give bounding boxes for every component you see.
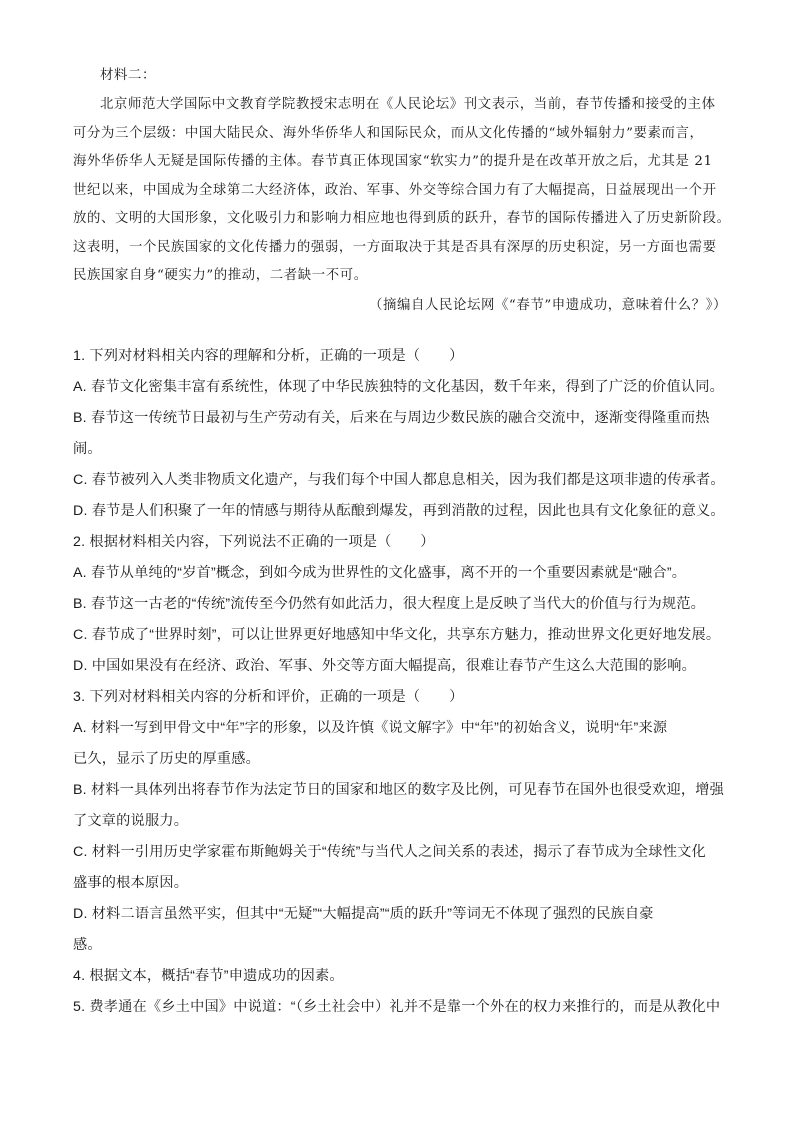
passage-line: 放的、文明的大国形象，文化吸引力和影响力相应地也得到质的跃升，春节的国际传播进入了历史新阶段。 — [73, 211, 731, 226]
question-1-option-d: D. 春节是人们积聚了一年的情感与期待从酝酿到爆发，再到消散的过程，因此也具有文化象征的意义。 — [73, 503, 725, 519]
question-2-option-b: B. 春节这一古老的“传统”流传至今仍然有如此活力，很大程度上是反映了当代大的价值与行为规范。 — [73, 596, 706, 612]
question-2-option-a: A. 春节从单纯的“岁首”概念，到如今成为世界性的文化盛事，离不开的一个重要因素就是“融合”。 — [73, 565, 687, 581]
material-two-passage — [73, 60, 733, 321]
question-2-option-d: D. 中国如果没有在经济、政治、军事、外交等方面大幅提高，很难让春节产生这么大范围的影响。 — [73, 658, 697, 674]
question-3-option-c: C. 材料一引用历史学家霍布斯鲍姆关于“传统”与当代人之间关系的表述，揭示了春节成为全球性文化 — [73, 844, 706, 860]
passage-line: 可分为三个层级：中国大陆民众、海外华侨华人和国际民众，而从文化传播的“域外辐射力”要素而言， — [73, 125, 704, 141]
question-4-stem: 4. 根据文本，概括“春节”申遗成功的因素。 — [73, 968, 344, 984]
question-5-stem: 5. 费孝通在《乡土中国》中说道：“（乡土社会中）礼并不是靠一个外在的权力来推行的，而是从教化中 — [73, 999, 721, 1015]
question-1-stem: 1. 下列对材料相关内容的理解和分析，正确的一项是（ ） — [73, 348, 464, 364]
question-2-option-c: C. 春节成了“世界时刻”，可以让世界更好地感知中华文化，共享东方魅力，推动世界文化更好地发展。 — [73, 627, 721, 643]
question-3-option-b: B. 材料一具体列出将春节作为法定节日的国家和地区的数字及比例，可见春节在国外也很受欢迎，增强 — [73, 782, 724, 798]
source-citation: （摘编自人民论坛网《“春节”申遗成功，意味着什么？》） — [369, 297, 727, 313]
question-3-stem: 3. 下列对材料相关内容的分析和评价，正确的一项是（ ） — [73, 689, 464, 705]
passage-line: 北京师范大学国际中文教育学院教授宋志明在《人民论坛》刊文表示，当前，春节传播和接受的主体 — [100, 97, 716, 112]
question-3-option-b-continued: 了文章的说服力。 — [73, 813, 189, 829]
passage-line: 海外华侨华人无疑是国际传播的主体。春节真正体现国家“软实力”的提升是在改革开放之后，尤其是 21 — [73, 154, 713, 169]
question-2-stem: 2. 根据材料相关内容，下列说法不正确的一项是（ ） — [73, 534, 435, 550]
question-3-option-d: D. 材料二语言虽然平实，但其中“无疑”“大幅提高”“质的跃升”等词无不体现了强烈的民族自豪 — [73, 906, 654, 922]
passage-line: 这表明，一个民族国家的文化传播力的强弱，一方面取决于其是否具有深厚的历史积淀，另一方面也需要 — [73, 239, 717, 255]
question-section — [73, 341, 733, 1023]
question-3-option-a-continued: 已久，显示了历史的厚重感。 — [73, 751, 261, 767]
question-3-option-a: A. 材料一写到甲骨文中“年”字的形象，以及许慎《说文解字》中“年”的初始含义，说明“年”来源 — [73, 720, 668, 736]
question-1-option-b: B. 春节这一传统节日最初与生产劳动有关，后来在与周边少数民族的融合交流中，逐渐变得隆重而热 — [73, 410, 710, 426]
question-1-option-a: A. 春节文化密集丰富有系统性，体现了中华民族独特的文化基因，数千年来，得到了广泛的价值认同。 — [73, 379, 724, 395]
passage-line: 民族国家自身“硬实力”的推动，二者缺一不可。 — [73, 268, 368, 283]
passage-line: 世纪以来，中国成为全球第二大经济体，政治、军事、外交等综合国力有了大幅提高，日益展现出一个开 — [73, 182, 717, 198]
question-3-option-d-continued: 感。 — [73, 937, 102, 953]
question-1-option-c: C. 春节被列入人类非物质文化遗产，与我们每个中国人都息息相关，因为我们都是这项非遗的传承者。 — [73, 472, 725, 488]
material-heading: 材料二： — [100, 68, 156, 83]
question-3-option-c-continued: 盛事的根本原因。 — [73, 875, 189, 891]
question-1-option-b-continued: 闹。 — [73, 441, 102, 457]
